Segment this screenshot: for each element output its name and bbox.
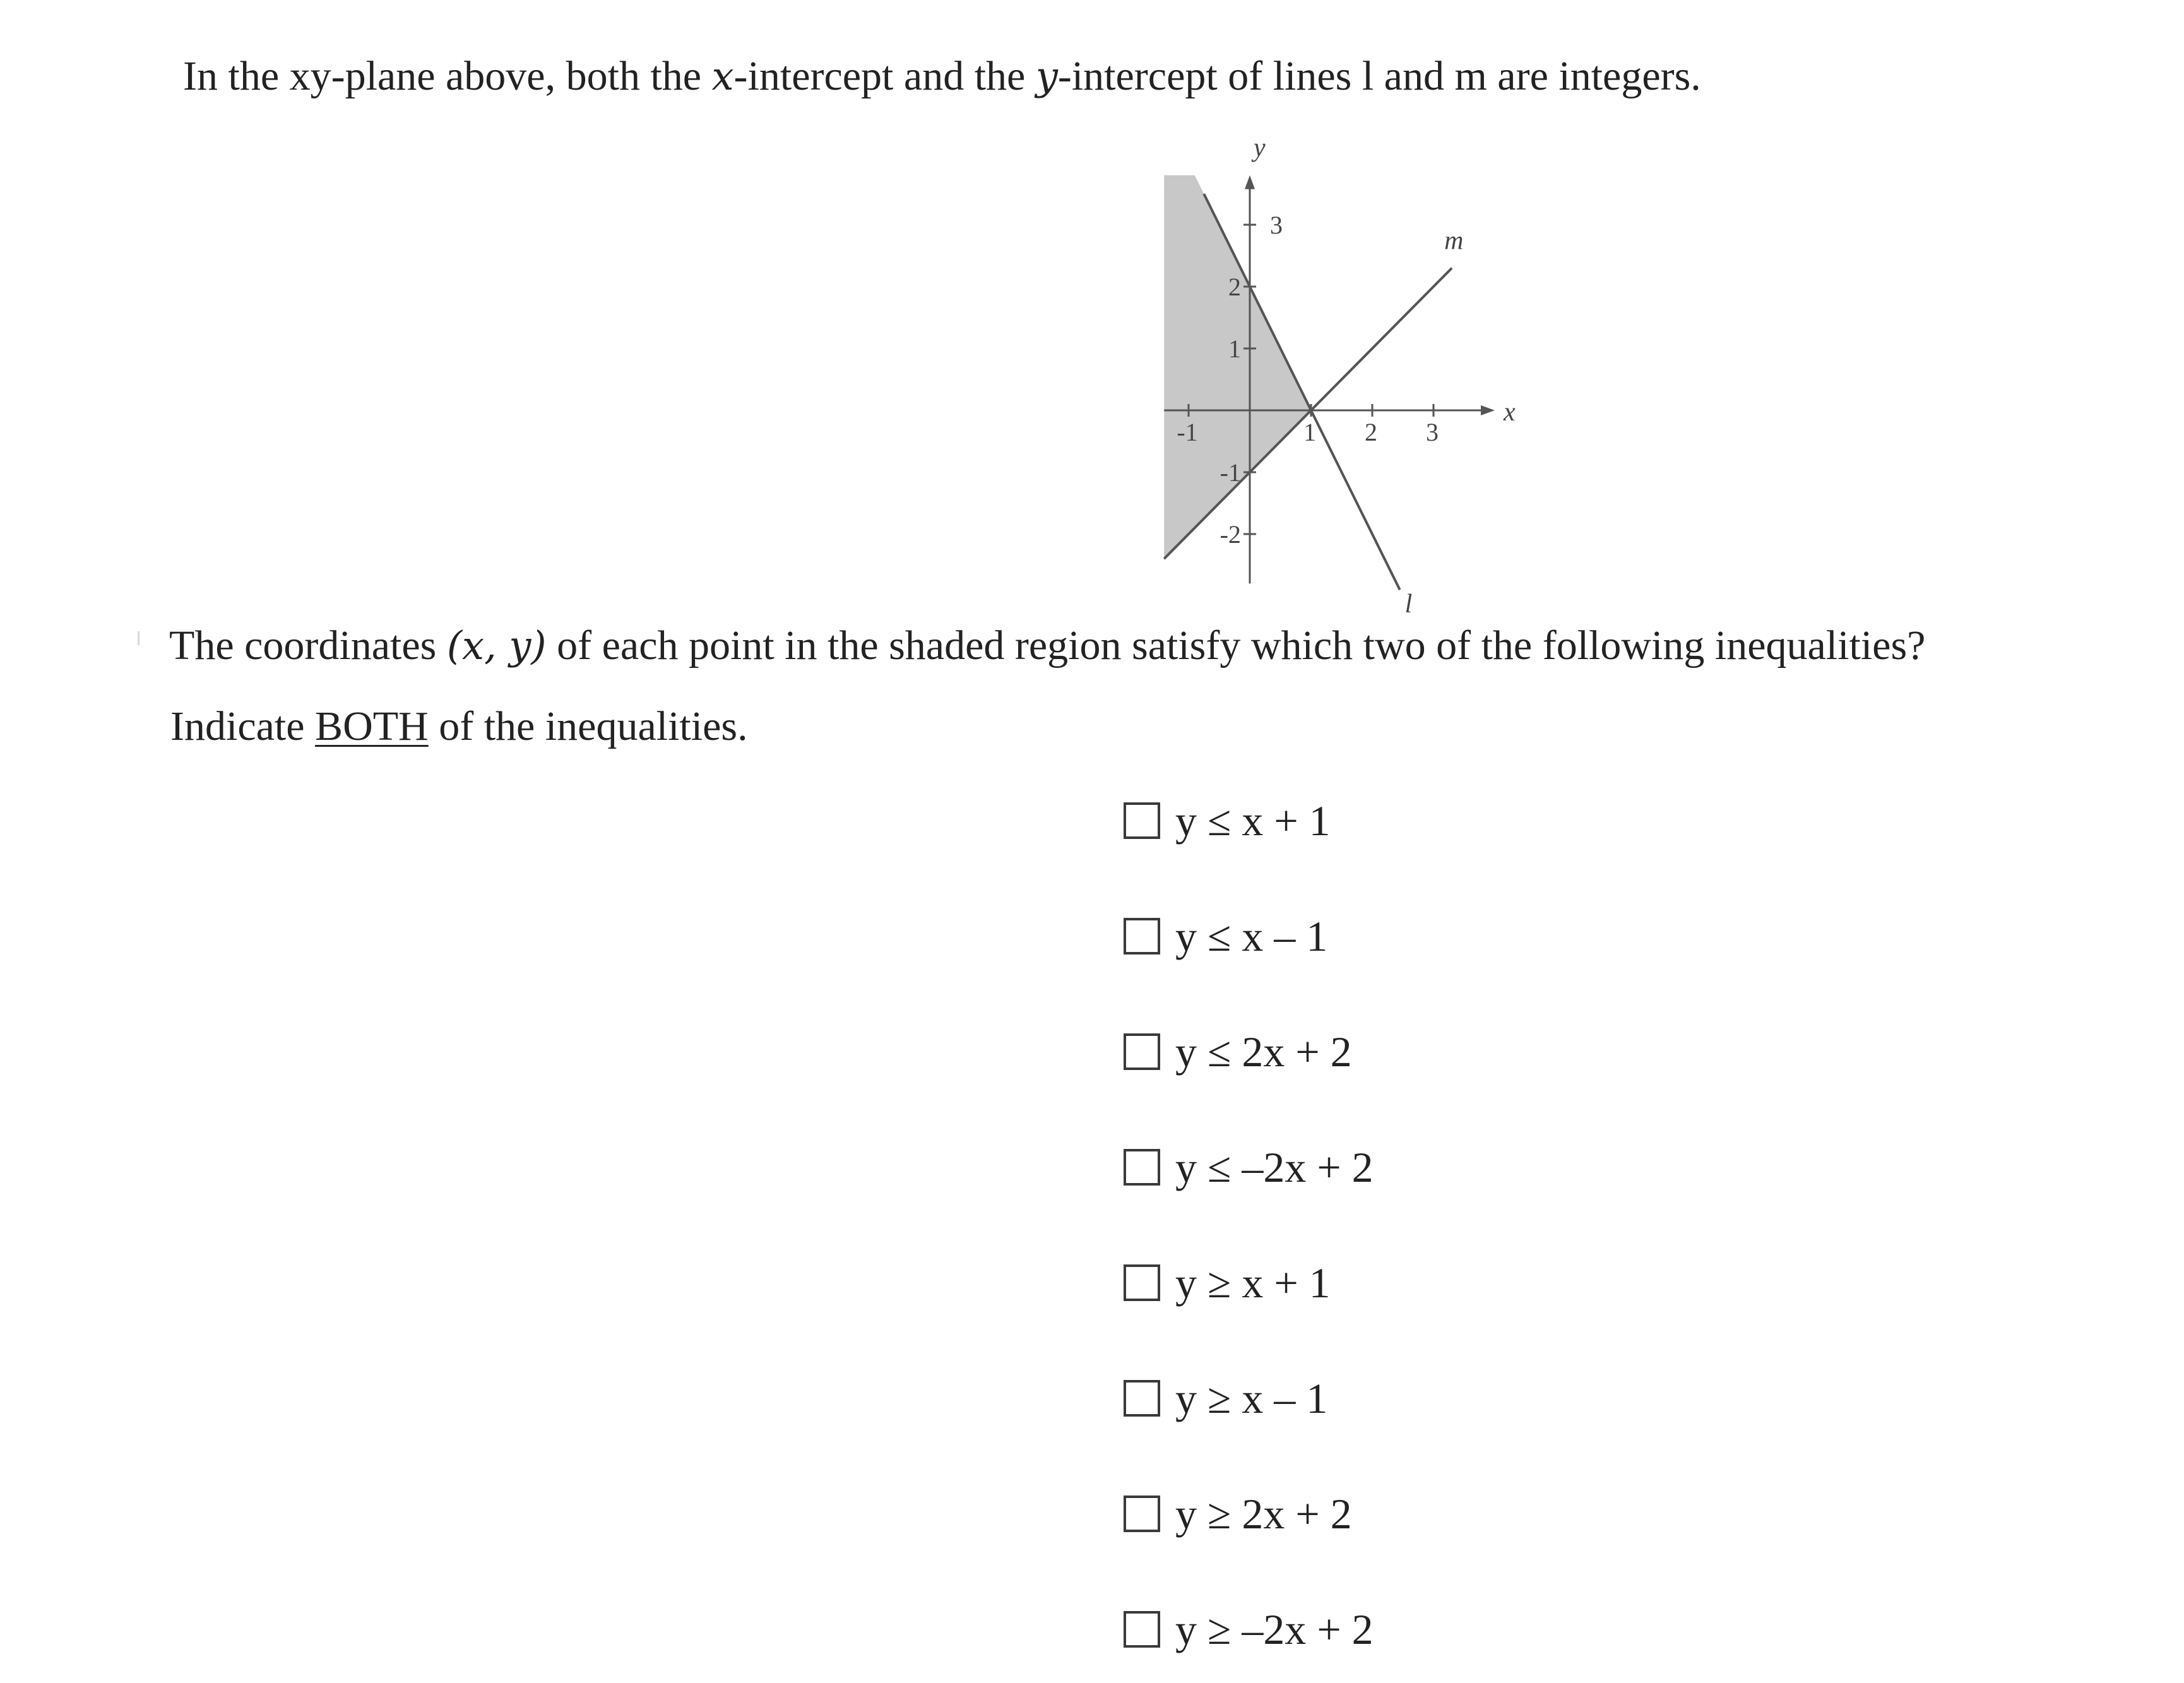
option-5-label: y ≥ x + 1 (1175, 1259, 1331, 1307)
y-tick-label: -2 (1220, 520, 1241, 549)
coordinate-graph (1149, 133, 1540, 619)
instruction-text-part2: of the inequalities. (428, 703, 748, 749)
instruction-text-part1: Indicate (170, 703, 316, 749)
intro-var-x: x (711, 53, 734, 99)
option-7-label: y ≥ 2x + 2 (1175, 1490, 1352, 1538)
option-4[interactable] (1124, 1142, 1374, 1192)
x-tick-label: 2 (1365, 418, 1377, 446)
y-tick-label: 2 (1228, 273, 1241, 301)
option-7[interactable] (1124, 1489, 1352, 1539)
option-1-label: y ≤ x + 1 (1175, 797, 1331, 845)
x-tick-label: -1 (1177, 418, 1198, 446)
x-axis-arrow (1481, 405, 1495, 415)
option-8-checkbox[interactable] (1124, 1611, 1160, 1648)
intro-var-y: y (1035, 53, 1058, 99)
instruction-emphasis: BOTH (315, 703, 429, 749)
option-1-checkbox[interactable] (1124, 802, 1160, 839)
option-2-label: y ≤ x – 1 (1175, 912, 1328, 960)
prompt-coordinates: (x, y) (446, 622, 547, 669)
option-5[interactable] (1124, 1258, 1331, 1308)
x-tick-label: 3 (1426, 418, 1439, 446)
option-6-label: y ≥ x – 1 (1175, 1374, 1328, 1422)
option-3[interactable] (1124, 1026, 1352, 1077)
option-7-checkbox[interactable] (1124, 1496, 1160, 1532)
line-m-label: m (1444, 226, 1464, 256)
x-axis-label: x (1504, 398, 1516, 427)
intro-text-part3: -intercept of lines l and m are integers. (1057, 53, 1701, 99)
line-l-label: l (1404, 590, 1413, 619)
y-tick-label: 3 (1270, 211, 1283, 239)
intro-text (183, 53, 1701, 99)
option-4-checkbox[interactable] (1124, 1149, 1160, 1186)
option-2-checkbox[interactable] (1124, 918, 1160, 954)
option-4-label: y ≤ –2x + 2 (1175, 1143, 1374, 1191)
option-3-label: y ≤ 2x + 2 (1175, 1028, 1352, 1076)
option-3-checkbox[interactable] (1124, 1033, 1160, 1070)
option-6[interactable] (1124, 1373, 1327, 1424)
option-2[interactable] (1124, 911, 1327, 961)
option-8-label: y ≥ –2x + 2 (1175, 1605, 1374, 1653)
prompt-text (169, 622, 1926, 669)
x-tick-label: 1 (1303, 418, 1316, 446)
prompt-text-part1: The coordinates (169, 622, 447, 669)
instruction-text (170, 703, 748, 749)
intro-text-part2: -intercept and the (733, 53, 1036, 99)
option-5-checkbox[interactable] (1124, 1264, 1160, 1301)
y-axis-label: y (1254, 133, 1266, 163)
y-tick-label: -1 (1220, 458, 1241, 487)
prompt-text-part2: of each point in the shaded region satisfy which two of the following inequalities? (546, 622, 1926, 669)
option-8[interactable] (1124, 1604, 1374, 1655)
option-1[interactable] (1124, 795, 1331, 846)
margin-tick (138, 631, 139, 645)
y-axis-arrow (1245, 175, 1255, 189)
option-6-checkbox[interactable] (1124, 1380, 1160, 1417)
intro-text-part1: In the xy-plane above, both the (183, 53, 712, 99)
y-tick-label: 1 (1228, 335, 1241, 363)
